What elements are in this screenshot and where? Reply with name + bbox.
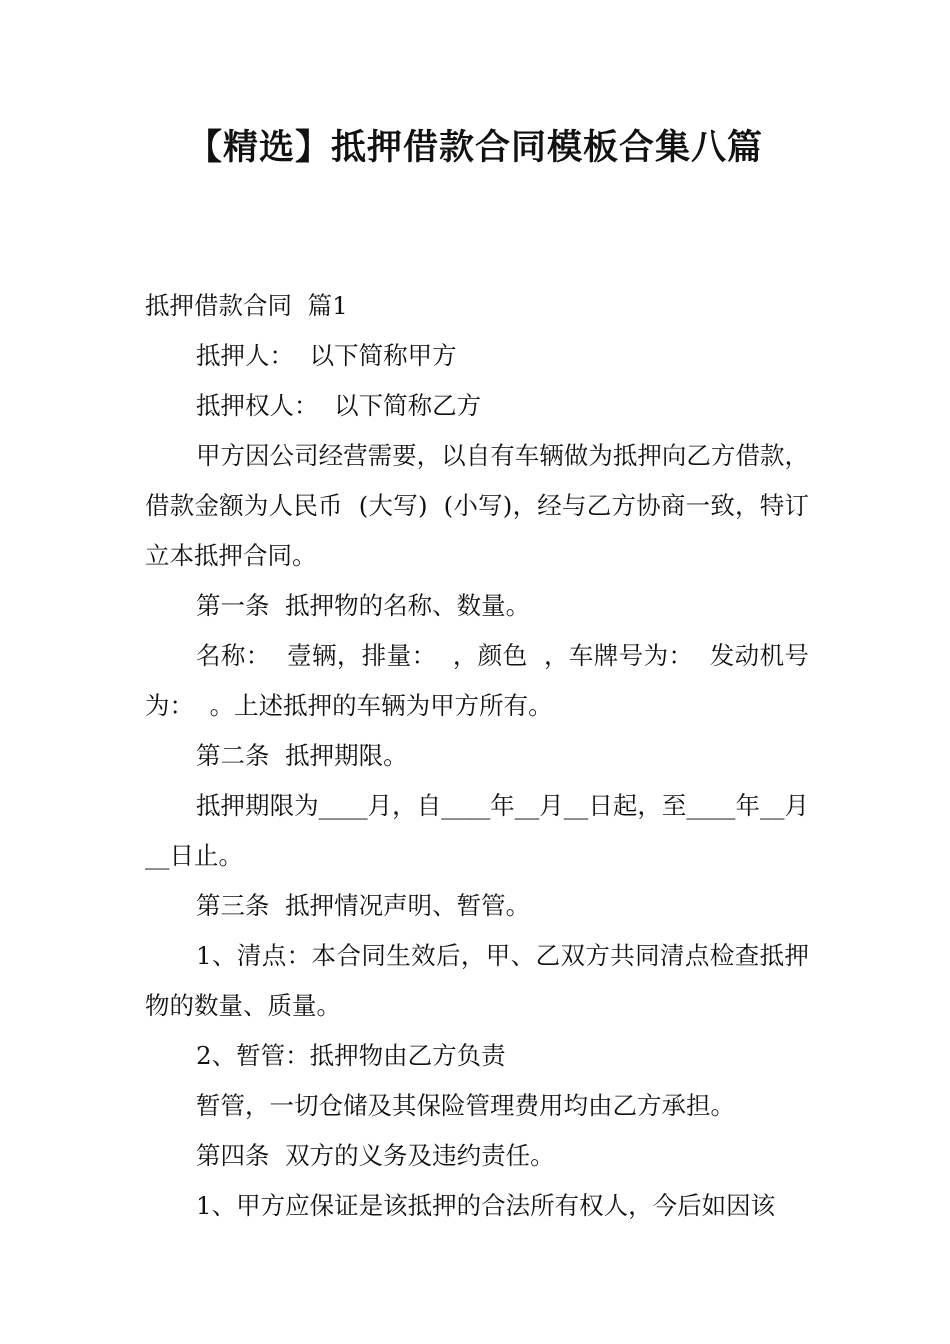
- article-3-item-1: 1、清点：本合同生效后，甲、乙双方共同清点检查抵押物的数量、质量。: [145, 941, 809, 1020]
- article-1-text: 名称： 壹辆，排量： ，颜色 ，车牌号为： 发动机号为： 。上述抵押的车辆为甲方所有。: [145, 641, 809, 720]
- paragraph-pledgee: 抵押权人： 以下简称乙方: [196, 391, 482, 420]
- section-heading: 抵押借款合同 篇1: [145, 291, 348, 320]
- article-1-heading: 第一条 抵押物的名称、数量。: [196, 591, 531, 620]
- document-title: 【精选】抵押借款合同模板合集八篇: [186, 128, 763, 168]
- article-3-item-2-cont: 暂管，一切仓储及其保险管理费用均由乙方承担。: [196, 1091, 735, 1120]
- article-3-heading: 第三条 抵押情况声明、暂管。: [196, 891, 531, 920]
- paragraph-preamble: 甲方因公司经营需要，以自有车辆做为抵押向乙方借款，借款金额为人民币 (大写) (小写)，经与乙方协商一致，特订立本抵押合同。: [145, 441, 809, 570]
- document-body: [145, 281, 809, 1231]
- article-2-text: 抵押期限为____月，自____年__月__日起，至____年__月__日止。: [145, 791, 809, 870]
- article-2-heading: 第二条 抵押期限。: [196, 741, 408, 770]
- article-4-item-1: 1、甲方应保证是该抵押的合法所有权人，今后如因该: [196, 1191, 776, 1220]
- paragraph-pledgor: 抵押人： 以下简称甲方: [196, 341, 457, 370]
- article-3-item-2: 2、暂管：抵押物由乙方负责: [196, 1041, 506, 1070]
- article-4-heading: 第四条 双方的义务及违约责任。: [196, 1141, 555, 1170]
